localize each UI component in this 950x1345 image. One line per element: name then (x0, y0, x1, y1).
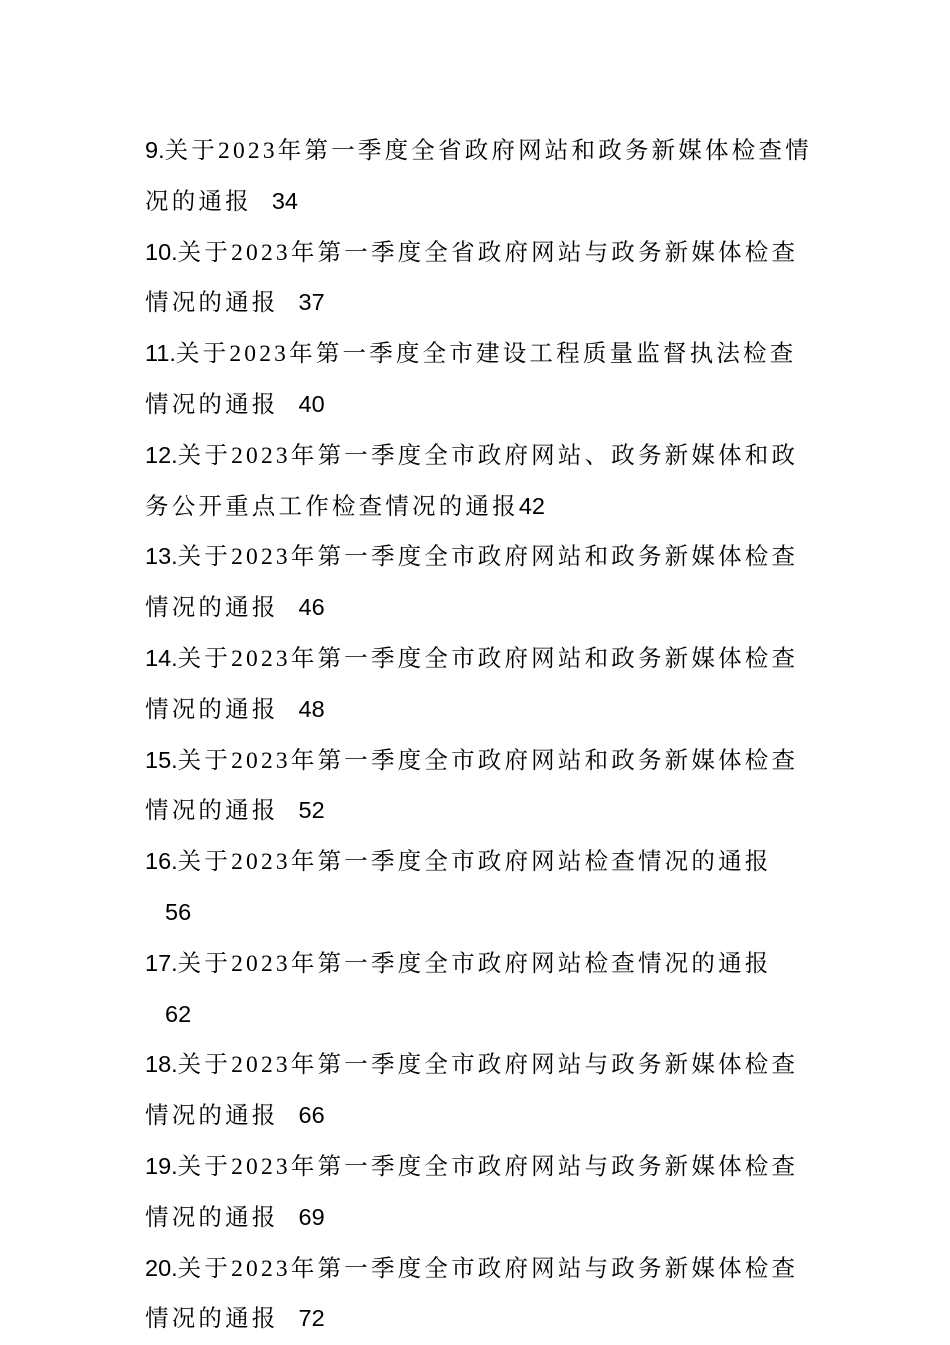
toc-entry-number: 13. (145, 543, 178, 570)
toc-entry-number: 11. (145, 340, 176, 367)
toc-entry-title: 关于2023年第一季度全市政府网站和政务新媒体检查情况的通报 (145, 747, 799, 825)
toc-entry (145, 228, 815, 330)
toc-entry-title: 关于2023年第一季度全市政府网站和政务新媒体检查情况的通报 (145, 645, 799, 723)
toc-entry (145, 1244, 815, 1345)
toc-entry (145, 939, 815, 1041)
toc-entry-page: 52 (298, 797, 325, 824)
toc-entry (145, 532, 815, 634)
toc-entry-page: 56 (165, 898, 192, 925)
toc-entry-page: 42 (518, 492, 545, 519)
toc-entry-number: 18. (145, 1051, 178, 1078)
toc-entry-number: 20. (145, 1254, 178, 1281)
table-of-contents (145, 126, 815, 1345)
toc-entry (145, 634, 815, 736)
toc-entry-number: 14. (145, 644, 178, 671)
toc-entry-number: 12. (145, 441, 178, 468)
toc-entry-title: 关于2023年第一季度全省政府网站与政务新媒体检查情况的通报 (145, 239, 799, 317)
toc-entry-number: 10. (145, 238, 178, 265)
toc-entry (145, 431, 815, 533)
toc-entry-page: 40 (298, 390, 325, 417)
toc-entry-page: 48 (298, 695, 325, 722)
toc-entry-number: 19. (145, 1152, 178, 1179)
toc-entry-number: 16. (145, 848, 178, 875)
toc-entry-page: 69 (298, 1203, 325, 1230)
toc-entry-title: 关于2023年第一季度全市政府网站检查情况的通报 (177, 950, 772, 977)
toc-entry (145, 837, 815, 939)
toc-entry (145, 329, 815, 431)
toc-entry-page: 66 (298, 1102, 325, 1129)
toc-entry (145, 126, 815, 228)
toc-entry-page: 72 (298, 1305, 325, 1332)
toc-entry-title: 关于2023年第一季度全市政府网站与政务新媒体检查情况的通报 (145, 1052, 799, 1130)
toc-entry-number: 9. (145, 137, 165, 163)
toc-entry-title: 关于2023年第一季度全市政府网站检查情况的通报 (177, 849, 772, 876)
toc-entry-page: 46 (298, 594, 325, 621)
toc-entry-title: 关于2023年第一季度全市政府网站、政务新媒体和政务公开重点工作检查情况的通报 (145, 442, 799, 520)
toc-entry-title: 关于2023年第一季度全市政府网站与政务新媒体检查情况的通报 (145, 1255, 799, 1333)
toc-entry-page: 37 (298, 289, 325, 316)
toc-entry-page: 34 (271, 187, 298, 214)
toc-entry (145, 1040, 815, 1142)
toc-entry-number: 15. (145, 746, 178, 773)
toc-entry (145, 736, 815, 838)
toc-entry-title: 关于2023年第一季度全市建设工程质量监督执法检查情况的通报 (145, 341, 797, 418)
toc-entry-title: 关于2023年第一季度全市政府网站和政务新媒体检查情况的通报 (145, 544, 799, 622)
toc-entry-title: 关于2023年第一季度全市政府网站与政务新媒体检查情况的通报 (145, 1153, 799, 1231)
toc-entry-page: 62 (165, 1000, 192, 1027)
toc-entry (145, 1142, 815, 1244)
toc-entry-title: 关于2023年第一季度全省政府网站和政务新媒体检查情况的通报 (145, 138, 812, 215)
toc-entry-number: 17. (145, 949, 178, 976)
